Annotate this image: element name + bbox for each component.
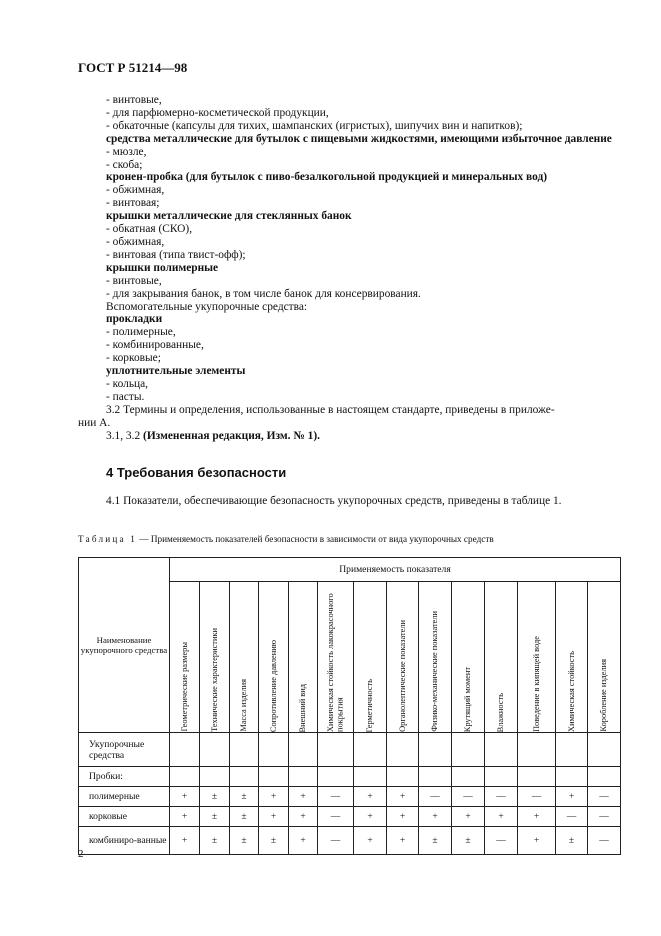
table-cell: [354, 733, 387, 767]
safety-table: [78, 557, 621, 855]
amendment-prefix: 3.1, 3.2: [106, 430, 144, 442]
table-cell: +: [518, 827, 556, 855]
table-cell: [170, 733, 200, 767]
paragraph-4-1: 4.1 Показатели, обеспечивающие безопасность укупорочных средств, приведены в таблице 1.: [106, 495, 562, 507]
table-cell: [170, 767, 200, 787]
table-cell: ±: [419, 827, 452, 855]
table-cell: +: [387, 787, 419, 807]
table-cell: [318, 767, 354, 787]
list-item: - для парфюмерно-косметической продукции,: [106, 106, 329, 119]
list-item: - обжимная,: [106, 235, 165, 248]
column-header: Крутящий момент: [452, 582, 485, 733]
table-cell: —: [419, 787, 452, 807]
column-header: Влажность: [485, 582, 518, 733]
table-cell: +: [387, 827, 419, 855]
table-cell: [556, 767, 588, 787]
table-cell: +: [259, 787, 289, 807]
category-heading: крышки металлические для стеклянных банок: [106, 210, 352, 223]
table-caption-text: — Применяемость показателей безопасности в зависимости от вида укупорочных средств: [137, 534, 494, 544]
table-cell: [230, 733, 259, 767]
list-item: - для закрывания банок, в том числе банок для консервирования.: [106, 287, 421, 300]
table-cell: ±: [200, 807, 230, 827]
column-header: Поведение в кипящей воде: [518, 582, 556, 733]
table-cell: +: [556, 787, 588, 807]
table-row: [79, 733, 621, 767]
column-header: Внешний вид: [289, 582, 318, 733]
table-cell: [230, 767, 259, 787]
table-cell: [289, 767, 318, 787]
list-item: - обжимная,: [106, 184, 165, 197]
column-header: Коробление изделия: [588, 582, 621, 733]
table-cell: ±: [556, 827, 588, 855]
category-heading: прокладки: [106, 313, 163, 326]
category-heading: уплотнительные элементы: [106, 365, 246, 378]
table-cell: —: [485, 827, 518, 855]
list-item: - пасты.: [106, 390, 145, 403]
table-cell: ±: [259, 827, 289, 855]
list-item: - винтовые,: [106, 94, 162, 106]
column-header: Геометрические размеры: [170, 582, 200, 733]
list-item: - винтовая (типа твист-офф);: [106, 248, 246, 261]
table-cell: +: [452, 807, 485, 827]
table-cell: +: [387, 807, 419, 827]
list-item: - корковые;: [106, 352, 161, 365]
column-header: Сопротивление давлению: [259, 582, 289, 733]
table-cell: —: [452, 787, 485, 807]
table-cell: —: [556, 807, 588, 827]
column-header: Герметичность: [354, 582, 387, 733]
table-cell: [518, 733, 556, 767]
table-cell: [354, 767, 387, 787]
table-cell: —: [318, 827, 354, 855]
row-label: Укупорочные средства: [79, 733, 170, 767]
list-item: - винтовая;: [106, 197, 160, 210]
table-cell: +: [170, 827, 200, 855]
table-cell: ±: [452, 827, 485, 855]
paragraph-3-2-line1: 3.2 Термины и определения, использованные в настоящем стандарте, приведены в приложе-: [106, 404, 555, 416]
table-cell: +: [354, 827, 387, 855]
table-cell: +: [289, 807, 318, 827]
column-header: Физико-механические показатели: [419, 582, 452, 733]
paragraph-3-2-line2: нии А.: [78, 416, 111, 429]
table-cell: —: [485, 787, 518, 807]
amendment-text: (Измененная редакция, Изм. № 1).: [143, 430, 320, 442]
category-heading: крышки полимерные: [106, 261, 219, 274]
table-row: [79, 827, 621, 855]
column-header: Масса изделия: [230, 582, 259, 733]
table-row: [79, 787, 621, 807]
table-cell: [387, 767, 419, 787]
table-cell: —: [518, 787, 556, 807]
table-cell: [200, 767, 230, 787]
table-cell: ±: [230, 827, 259, 855]
table-cell: [419, 733, 452, 767]
table-cell: [518, 767, 556, 787]
table-caption: [78, 534, 494, 544]
table-cell: [200, 733, 230, 767]
section-heading: 4 Требования безопасности: [106, 465, 287, 480]
table-cell: —: [588, 827, 621, 855]
table-row: [79, 767, 621, 787]
table-cell: [485, 767, 518, 787]
group-header: Применяемость показателя: [170, 558, 621, 582]
table-cell: —: [318, 807, 354, 827]
table-cell: [387, 733, 419, 767]
document-header: ГОСТ Р 51214—98: [78, 60, 188, 75]
enumeration-list: [106, 94, 621, 404]
row-label: комбиниро-ванные: [79, 827, 170, 855]
list-item: Вспомогательные укупорочные средства:: [106, 300, 308, 313]
table-cell: [318, 733, 354, 767]
table-cell: [485, 733, 518, 767]
table-cell: [556, 733, 588, 767]
table-cell: +: [259, 807, 289, 827]
category-heading: кронен-пробка (для бутылок с пиво-безалкогольной продукцией и минеральных вод): [106, 171, 548, 184]
list-item: - скоба;: [106, 158, 143, 171]
table-cell: ±: [200, 787, 230, 807]
table-cell: —: [588, 807, 621, 827]
table-cell: +: [518, 807, 556, 827]
table-caption-label: Таблица 1: [78, 534, 138, 544]
list-item: - комбинированные,: [106, 339, 204, 352]
table-cell: [588, 733, 621, 767]
table-cell: [452, 767, 485, 787]
table-cell: ±: [230, 807, 259, 827]
column-header: Технические характеристики: [200, 582, 230, 733]
list-item: - обкатная (СКО),: [106, 223, 193, 236]
category-heading: средства металлические для бутылок с пищевыми жидкостями, имеющими избыточное давление: [106, 132, 612, 145]
paragraph-3-2: [78, 404, 616, 430]
column-header: Химическая стойкость: [556, 582, 588, 733]
table-cell: —: [588, 787, 621, 807]
table-cell: +: [485, 807, 518, 827]
table-cell: +: [354, 807, 387, 827]
list-item: - полимерные,: [106, 326, 176, 339]
column-header: Химическая стойкость лакокрасочного покрытия: [318, 582, 354, 733]
table-cell: [588, 767, 621, 787]
table-cell: +: [170, 787, 200, 807]
table-cell: [259, 733, 289, 767]
table-cell: [452, 733, 485, 767]
table-cell: ±: [200, 827, 230, 855]
table-row: [79, 807, 621, 827]
list-item: - винтовые,: [106, 274, 162, 287]
table-cell: ±: [230, 787, 259, 807]
page-number: 2: [78, 848, 84, 860]
row-label: полимерные: [79, 787, 170, 807]
row-label: корковые: [79, 807, 170, 827]
table-cell: [259, 767, 289, 787]
table-cell: [289, 733, 318, 767]
list-item: - мюзле,: [106, 145, 147, 158]
table-cell: +: [289, 827, 318, 855]
list-item: - обкаточные (капсулы для тихих, шампанских (игристых), шипучих вин и напитков);: [106, 119, 523, 132]
table-cell: [419, 767, 452, 787]
amendment-note: [106, 430, 616, 443]
table-cell: +: [170, 807, 200, 827]
row-label: Пробки:: [79, 767, 170, 787]
list-item: - кольца,: [106, 377, 149, 390]
table-cell: +: [419, 807, 452, 827]
name-column-header: Наименование укупорочного средства: [79, 558, 170, 733]
table-cell: —: [318, 787, 354, 807]
column-header: Органолептические показатели: [387, 582, 419, 733]
table-cell: +: [354, 787, 387, 807]
table-cell: +: [289, 787, 318, 807]
